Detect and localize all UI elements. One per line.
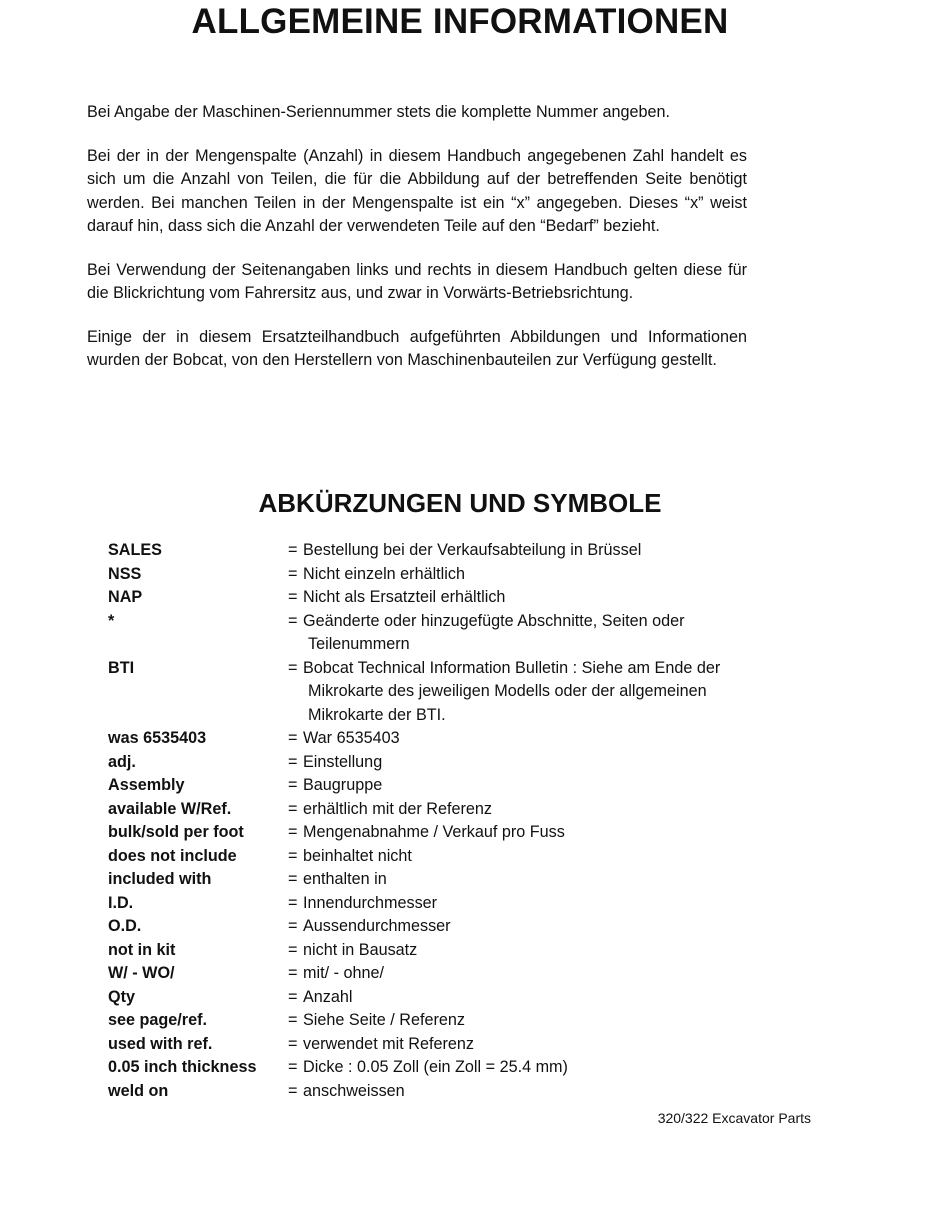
definition-text <box>303 986 788 1010</box>
definition-line: Geänderte oder hinzugefügte Abschnitte, Seiten oder <box>303 611 685 630</box>
equals-sign: = <box>288 987 298 1006</box>
abbreviation-term: weld on <box>108 1081 169 1100</box>
definition-line: anschweissen <box>303 1081 405 1100</box>
abbreviation-term: SALES <box>108 541 162 559</box>
abbreviation-definition <box>288 586 788 610</box>
definition-text <box>303 1056 788 1080</box>
definition-text <box>303 1009 788 1033</box>
abbreviation-definition <box>288 962 788 986</box>
abbreviation-term: * <box>108 611 115 630</box>
abbreviation-term: Qty <box>108 987 135 1006</box>
abbreviation-row <box>108 821 788 845</box>
definition-text <box>303 1033 788 1057</box>
equals-sign: = <box>288 870 298 888</box>
abbreviation-row <box>108 939 788 963</box>
definition-text <box>303 774 788 798</box>
definition-text <box>303 868 788 892</box>
definition-line: Mikrokarte der BTI. <box>308 705 446 724</box>
definition-line: Einstellung <box>303 752 383 771</box>
definition-line: Teilenummern <box>308 635 410 653</box>
abbreviation-definition <box>288 1033 788 1057</box>
abbreviation-term: W/ - WO/ <box>108 964 175 982</box>
definition-line: Dicke : 0.05 Zoll (ein Zoll = 25.4 mm) <box>303 1058 568 1076</box>
definition-text <box>303 563 788 587</box>
equals-sign: = <box>288 1034 298 1053</box>
abbreviation-definition <box>288 892 788 916</box>
page-footer: 320/322 Excavator Parts <box>657 1110 811 1126</box>
abbreviation-row <box>108 798 788 822</box>
abbreviation-term: see page/ref. <box>108 1011 207 1029</box>
definition-line: Siehe Seite / Referenz <box>303 1011 465 1029</box>
abbreviation-term: adj. <box>108 752 136 771</box>
definition-line: Baugruppe <box>303 776 383 794</box>
abbreviation-definition <box>288 986 788 1010</box>
abbreviation-definition <box>288 563 788 587</box>
abbreviation-definition <box>288 845 788 869</box>
abbreviation-term: BTI <box>108 658 135 677</box>
definition-text <box>303 1080 788 1104</box>
definition-text <box>303 915 788 939</box>
equals-sign: = <box>288 729 298 747</box>
definition-line: Nicht als Ersatzteil erhältlich <box>303 588 506 606</box>
abbreviation-definition <box>288 657 788 728</box>
abbreviation-row <box>108 774 788 798</box>
definition-line: erhältlich mit der Referenz <box>303 799 492 818</box>
definition-line: Mengenabnahme / Verkauf pro Fuss <box>303 823 565 841</box>
abbreviation-row <box>108 563 788 587</box>
abbreviation-definition <box>288 915 788 939</box>
definition-line: Anzahl <box>303 987 353 1006</box>
equals-sign: = <box>288 564 298 583</box>
definition-line: enthalten in <box>303 870 387 888</box>
abbreviation-row <box>108 727 788 751</box>
definition-line: Innendurchmesser <box>303 893 438 912</box>
abbreviation-definition <box>288 751 788 775</box>
definition-line: Bestellung bei der Verkaufsabteilung in Brüssel <box>303 541 642 559</box>
abbreviation-row <box>108 1009 788 1033</box>
definition-text <box>303 821 788 845</box>
equals-sign: = <box>288 799 298 818</box>
abbreviation-term: included with <box>108 870 212 888</box>
abbreviation-row <box>108 962 788 986</box>
abbreviation-definition <box>288 1080 788 1104</box>
equals-sign: = <box>288 1011 298 1029</box>
abbreviation-term: not in kit <box>108 940 176 959</box>
definition-text <box>303 751 788 775</box>
definition-text <box>303 939 788 963</box>
abbreviation-term: 0.05 inch thickness <box>108 1058 257 1076</box>
paragraph: Einige der in diesem Ersatzteilhandbuch aufgeführten Abbildungen und Informationen wurden der Bobcat, von den Herstellern von Maschinenbauteilen zur Verfügung gestellt. <box>87 327 747 369</box>
definition-line: War 6535403 <box>303 729 400 747</box>
abbreviation-definition <box>288 821 788 845</box>
abbreviation-row <box>108 586 788 610</box>
intro-section <box>87 101 747 393</box>
abbreviation-definition <box>288 939 788 963</box>
equals-sign: = <box>288 588 298 606</box>
equals-sign: = <box>288 964 298 982</box>
paragraph: Bei Verwendung der Seitenangaben links und rechts in diesem Handbuch gelten diese für die Blickrichtung vom Fahrersitz aus, und zwar in Vorwärts-Betriebsrichtung. <box>87 260 747 302</box>
definition-line: nicht in Bausatz <box>303 940 418 959</box>
definition-text <box>303 727 788 751</box>
definition-text <box>303 845 788 869</box>
abbreviation-term: was 6535403 <box>108 729 207 747</box>
abbreviation-row <box>108 868 788 892</box>
abbreviation-definition <box>288 539 788 563</box>
equals-sign: = <box>288 541 298 559</box>
equals-sign: = <box>288 1081 298 1100</box>
definition-line: Mikrokarte des jeweiligen Modells oder der allgemeinen <box>308 682 707 700</box>
abbreviation-definition <box>288 1056 788 1080</box>
abbreviation-term: I.D. <box>108 893 134 912</box>
abbreviation-row <box>108 657 788 728</box>
abbreviation-term: Assembly <box>108 776 185 794</box>
definition-text <box>303 539 788 563</box>
equals-sign: = <box>288 823 298 841</box>
definition-text <box>303 962 788 986</box>
equals-sign: = <box>288 846 298 865</box>
abbreviation-row <box>108 1080 788 1104</box>
abbreviations-title: ABKÜRZUNGEN UND SYMBOLE <box>258 488 662 518</box>
abbreviation-term: used with ref. <box>108 1034 213 1053</box>
definition-text <box>303 586 788 610</box>
abbreviation-definition <box>288 868 788 892</box>
paragraph: Bei der in der Mengenspalte (Anzahl) in diesem Handbuch angegebenen Zahl handelt es sich um die Anzahl von Teilen, die für die Abbildung auf der betreffenden Seite benötigt werden. Bei manchen Teilen in der Mengenspalte ist ein “x” angegeben. Dieses “x” weist darauf hin, dass sich die Anzahl der verwendeten Teile auf den “Bedarf” bezieht. <box>87 146 747 235</box>
equals-sign: = <box>288 1058 298 1076</box>
abbreviation-row <box>108 751 788 775</box>
abbreviation-term: does not include <box>108 846 237 865</box>
abbreviation-term: O.D. <box>108 917 142 935</box>
definition-line: Aussendurchmesser <box>303 917 451 935</box>
equals-sign: = <box>288 893 298 912</box>
definition-text <box>303 610 788 657</box>
equals-sign: = <box>288 611 298 630</box>
abbreviation-row <box>108 986 788 1010</box>
abbreviation-row <box>108 915 788 939</box>
abbreviation-row <box>108 610 788 657</box>
definition-line: verwendet mit Referenz <box>303 1034 474 1053</box>
equals-sign: = <box>288 940 298 959</box>
abbreviation-definition <box>288 610 788 657</box>
definition-text <box>303 892 788 916</box>
abbreviation-row <box>108 539 788 563</box>
abbreviation-term: bulk/sold per foot <box>108 823 244 841</box>
definition-line: Nicht einzeln erhältlich <box>303 564 465 583</box>
definition-line: beinhaltet nicht <box>303 846 412 865</box>
abbreviation-row <box>108 892 788 916</box>
abbreviation-definition <box>288 774 788 798</box>
abbreviation-term: available W/Ref. <box>108 799 232 818</box>
paragraph: Bei Angabe der Maschinen-Seriennummer stets die komplette Nummer angeben. <box>87 103 671 121</box>
definition-line: mit/ - ohne/ <box>303 964 384 982</box>
abbreviation-definition <box>288 727 788 751</box>
definition-text <box>303 798 788 822</box>
page-title: ALLGEMEINE INFORMATIONEN <box>191 2 729 41</box>
definition-text <box>303 657 788 728</box>
abbreviation-term: NAP <box>108 588 143 606</box>
equals-sign: = <box>288 917 298 935</box>
definition-line: Bobcat Technical Information Bulletin : Siehe am Ende der <box>303 658 721 677</box>
equals-sign: = <box>288 776 298 794</box>
abbreviation-definition <box>288 798 788 822</box>
equals-sign: = <box>288 752 298 771</box>
equals-sign: = <box>288 658 298 677</box>
abbreviation-row <box>108 845 788 869</box>
abbreviation-term: NSS <box>108 564 142 583</box>
abbreviation-definition <box>288 1009 788 1033</box>
abbreviations-list <box>108 539 788 1103</box>
abbreviation-row <box>108 1056 788 1080</box>
abbreviation-row <box>108 1033 788 1057</box>
